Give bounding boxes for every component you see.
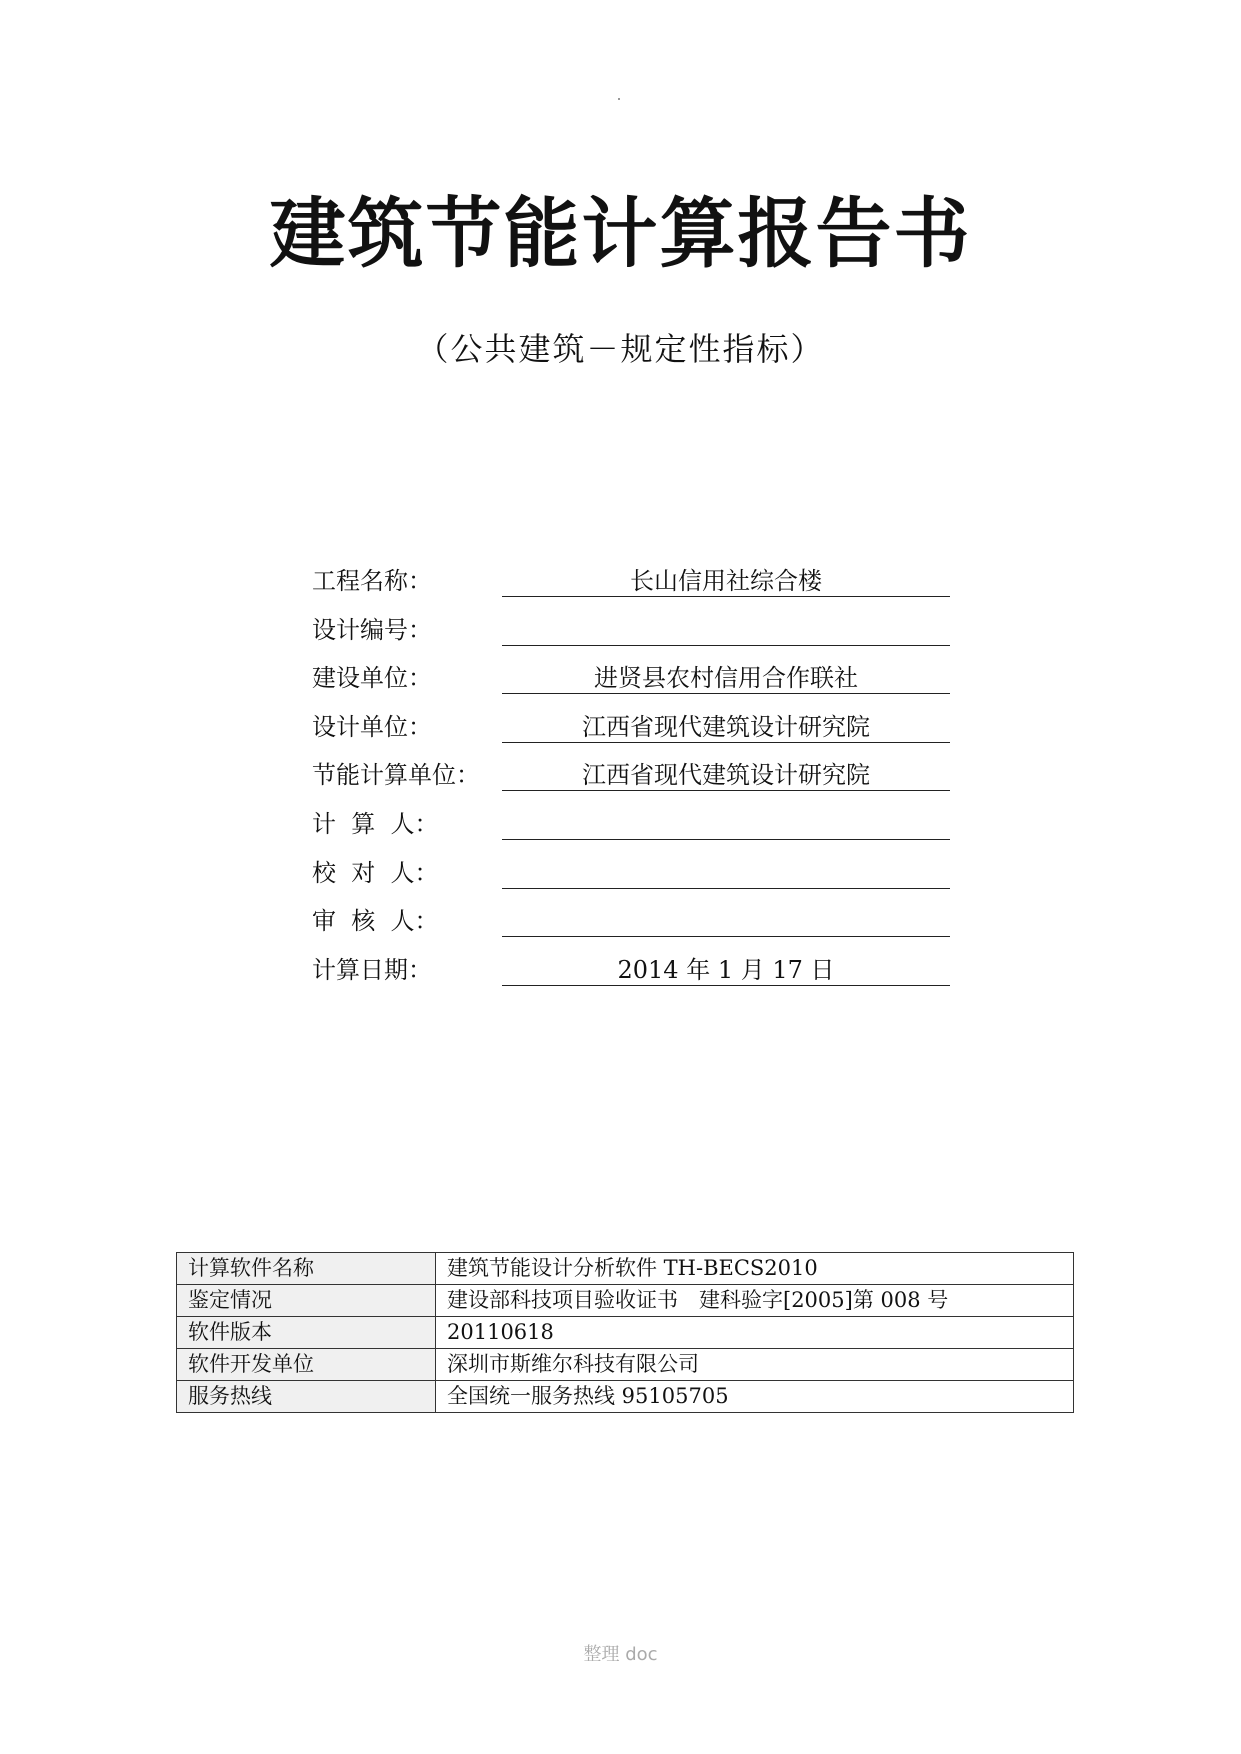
underline	[502, 742, 950, 743]
table-value-cell: 20110618	[436, 1317, 1074, 1349]
underline	[502, 693, 950, 694]
underline	[502, 936, 950, 937]
report-title: 建筑节能计算报告书	[269, 189, 972, 278]
info-label: 设计编号：	[312, 615, 432, 644]
info-label: 审 核 人：	[312, 907, 439, 936]
table-row	[177, 1381, 1074, 1413]
info-label: 计 算 人：	[312, 809, 439, 838]
table-key-cell: 软件版本	[177, 1317, 436, 1349]
underline	[502, 645, 950, 646]
table-row	[177, 1349, 1074, 1381]
info-row-calc-unit	[312, 754, 952, 803]
software-info-table	[176, 1252, 1074, 1413]
info-row-designer	[312, 706, 952, 755]
info-label: 设计单位：	[312, 712, 432, 741]
info-row-client	[312, 657, 952, 706]
info-value: 2014 年 1 月 17 日	[617, 955, 835, 984]
underline	[502, 985, 950, 986]
page-footer: 整理 doc	[583, 1644, 658, 1665]
table-value-cell: 全国统一服务热线 95105705	[436, 1381, 1074, 1413]
underline	[502, 888, 950, 889]
info-value: 江西省现代建筑设计研究院	[582, 761, 870, 790]
table-key-cell: 计算软件名称	[177, 1253, 436, 1285]
info-value: 江西省现代建筑设计研究院	[582, 712, 870, 741]
table-row	[177, 1253, 1074, 1285]
report-subtitle: （公共建筑－规定性指标）	[416, 330, 825, 368]
table-key-cell: 软件开发单位	[177, 1349, 436, 1381]
info-label: 计算日期：	[312, 955, 432, 984]
info-label: 建设单位：	[312, 664, 432, 693]
header-dot	[618, 98, 620, 100]
info-row-reviewer	[312, 900, 952, 949]
info-value: 长山信用社综合楼	[630, 567, 822, 595]
info-row-design-number	[312, 609, 952, 658]
info-label: 工程名称：	[312, 567, 432, 595]
table-row	[177, 1285, 1074, 1317]
info-row-project-name	[312, 560, 952, 609]
project-info	[312, 560, 952, 997]
underline	[502, 839, 950, 840]
table-value-cell: 建筑节能设计分析软件 TH-BECS2010	[436, 1253, 1074, 1285]
underline	[502, 790, 950, 791]
info-value: 进贤县农村信用合作联社	[594, 664, 858, 693]
info-row-calc-date	[312, 949, 952, 998]
info-row-calculator	[312, 803, 952, 852]
table-value-cell: 建设部科技项目验收证书 建科验字[2005]第 008 号	[436, 1285, 1074, 1317]
info-label: 校 对 人：	[312, 858, 439, 887]
table-row	[177, 1317, 1074, 1349]
table-key-cell: 服务热线	[177, 1381, 436, 1413]
table-value-cell: 深圳市斯维尔科技有限公司	[436, 1349, 1074, 1381]
info-label: 节能计算单位：	[312, 761, 480, 790]
table-key-cell: 鉴定情况	[177, 1285, 436, 1317]
info-row-checker	[312, 852, 952, 901]
underline	[502, 596, 950, 597]
